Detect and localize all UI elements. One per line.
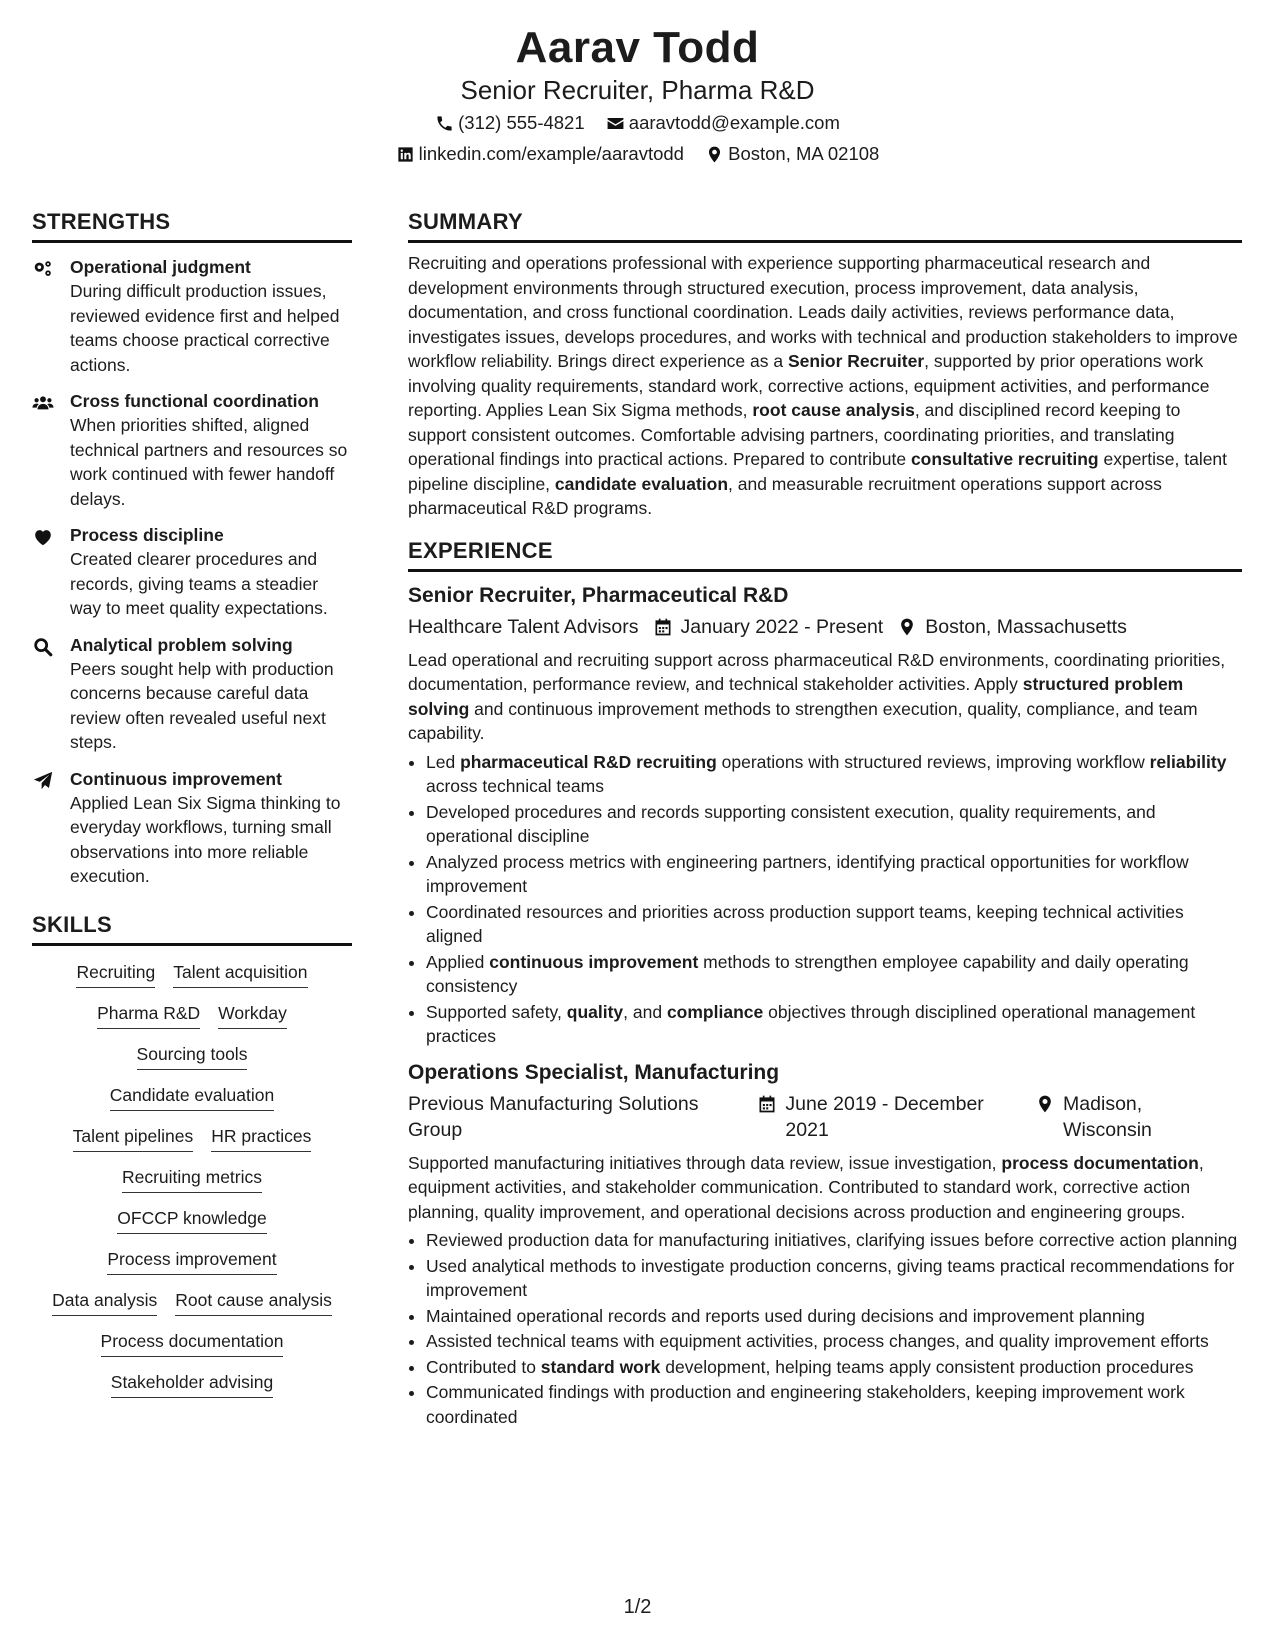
bold-text: reliability (1149, 751, 1227, 772)
location-contact (705, 142, 879, 166)
text-segment: , and disciplined record keeping to support consistent outcomes. Comfortable advising partners, coordinating priorities, and translating operational findings into practical actions. Prepared to contribute (408, 400, 1181, 469)
bold-text: candidate evaluation (554, 473, 729, 494)
skill-tag: Recruiting (76, 960, 155, 988)
bold-text: standard work (540, 1356, 661, 1377)
email-contact[interactable] (606, 111, 840, 135)
text-segment: Supported safety, (426, 1001, 567, 1022)
bold-text: Senior Recruiter (787, 351, 925, 371)
bold-text: compliance (666, 1001, 764, 1022)
strength-description: Created clearer procedures and records, giving teams a steadier way to meet quality expectations. (70, 549, 328, 618)
linkedin-text[interactable]: linkedin.com/example/aaravtodd (418, 143, 684, 164)
text-segment: Coordinated resources and priorities across production support teams, keeping technical activities aligned (426, 901, 1184, 946)
job-meta (408, 614, 1242, 640)
job-bullets (408, 750, 1242, 1049)
job-bullet (426, 900, 1242, 949)
phone-contact (435, 111, 585, 135)
skill-row (32, 960, 352, 988)
linkedin-icon (396, 145, 415, 164)
strengths-heading: STRENGTHS (32, 208, 352, 243)
skill-tag: Data analysis (52, 1288, 157, 1316)
text-segment: Supported manufacturing initiatives through data review, issue investigation, (408, 1152, 1002, 1173)
skill-row (32, 1288, 352, 1316)
strength-item (32, 767, 352, 889)
text-segment: Assisted technical teams with equipment activities, process changes, and quality improvement efforts (426, 1331, 1209, 1351)
text-segment: Developed procedures and records supporting consistent execution, quality requirements, and operational discipline (426, 801, 1156, 846)
job-location (1035, 1091, 1228, 1143)
bold-text: process documentation (1001, 1152, 1199, 1173)
strength-title: Analytical problem solving (70, 634, 293, 655)
bold-text: continuous improvement (489, 951, 699, 972)
skill-row (32, 1329, 352, 1357)
job-bullet (426, 800, 1242, 849)
email-text[interactable]: aaravtodd@example.com (628, 112, 840, 133)
job-location-text: Madison, Wisconsin (1063, 1092, 1152, 1141)
skill-tag: Pharma R&D (97, 1001, 200, 1029)
skill-row (32, 1165, 352, 1193)
strength-title: Operational judgment (70, 257, 251, 277)
job-bullet (426, 850, 1242, 899)
bold-text: root cause analysis (752, 400, 915, 420)
bold-text: consultative recruiting (910, 449, 1099, 469)
skill-tag: Stakeholder advising (111, 1370, 273, 1398)
skill-row (32, 1083, 352, 1111)
bold-text: pharmaceutical R&D recruiting (460, 751, 717, 772)
job-intro (408, 648, 1242, 746)
job-bullet (426, 1380, 1242, 1429)
job-bullet (426, 950, 1242, 999)
map-pin-icon (1035, 1094, 1055, 1114)
text-segment: Communicated findings with production and engineering stakeholders, keeping improvement work coordinated (426, 1382, 1185, 1427)
skill-tag: Recruiting metrics (122, 1165, 262, 1193)
skill-tag: Process improvement (107, 1247, 276, 1275)
users-icon (32, 392, 54, 414)
strength-description: Applied Lean Six Sigma thinking to everyday workflows, turning small observations into more reliable execution. (70, 792, 341, 886)
text-segment: development, helping teams apply consistent production procedures (660, 1356, 1194, 1377)
job-location (897, 614, 1127, 640)
job-location-text: Boston, Massachusetts (925, 615, 1127, 638)
text-segment: Reviewed production data for manufacturing initiatives, clarifying issues before corrective action planning (426, 1230, 1238, 1250)
text-segment: Analyzed process metrics with engineering partners, identifying practical opportunities for workflow improvement (426, 851, 1189, 896)
skill-row (32, 1247, 352, 1275)
left-column (32, 208, 352, 1411)
job-title: Senior Recruiter, Pharmaceutical R&D (408, 583, 789, 607)
job-bullet (426, 1000, 1242, 1049)
job-entry (408, 582, 1242, 1049)
map-pin-icon (897, 617, 917, 637)
job-dates (653, 614, 884, 640)
skill-row (32, 1124, 352, 1152)
skill-tag: Talent acquisition (173, 960, 307, 988)
job-bullets (408, 1228, 1242, 1429)
candidate-role: Senior Recruiter, Pharma R&D (460, 75, 815, 105)
text-segment: Applied (426, 951, 490, 972)
job-dates-text: January 2022 - Present (680, 615, 884, 638)
text-segment: Led (426, 751, 461, 772)
strength-description: During difficult production issues, reviewed evidence first and helped teams choose practical corrective actions. (70, 281, 340, 375)
calendar-icon (653, 617, 673, 637)
job-company: Healthcare Talent Advisors (408, 615, 639, 638)
envelope-icon (606, 114, 625, 133)
strength-item (32, 633, 352, 755)
skill-tag: HR practices (211, 1124, 311, 1152)
bold-text: quality (566, 1001, 624, 1022)
page-number: 1/2 (623, 1596, 652, 1618)
calendar-icon (757, 1094, 777, 1114)
search-icon (32, 636, 54, 658)
strength-description: When priorities shifted, aligned technical partners and resources so work continued with fewer handoff delays. (70, 415, 348, 509)
bold-text: structured problem solving (408, 674, 1184, 719)
text-segment: , equipment activities, and stakeholder communication. Contributed to standard work, corrective action planning, quality improvement, and operational decisions across production and engineering groups. (408, 1152, 1204, 1222)
skill-tag: Sourcing tools (137, 1042, 248, 1070)
text-segment: operations with structured reviews, improving workflow (716, 751, 1150, 772)
phone-icon (435, 114, 454, 133)
phone-text: (312) 555-4821 (458, 112, 585, 133)
location-text: Boston, MA 02108 (728, 143, 880, 164)
right-column (408, 208, 1242, 1430)
text-segment: Maintained operational records and reports used during decisions and improvement planning (426, 1305, 1145, 1326)
contact-line-1 (0, 111, 1275, 139)
skills-heading: SKILLS (32, 911, 352, 946)
job-bullet (426, 1228, 1242, 1253)
text-segment: Recruiting and operations professional with experience supporting pharmaceutical research and development environments through structured execution, process improvement, data analysis, documentation, and cross functional coordination. Leads daily activities, reviews performance data, investigates issues, develops procedures, and works with technical and production stakeholders to improve workflow reliability. Brings direct experience as a (408, 253, 1238, 371)
text-segment: , and measurable recruitment operations support across pharmaceutical R&D programs. (408, 473, 1162, 518)
strength-description: Peers sought help with production concerns because careful data review often revealed useful next steps. (70, 658, 334, 752)
job-bullet (426, 1329, 1242, 1354)
skill-tag: Workday (218, 1001, 287, 1029)
text-segment: and continuous improvement methods to strengthen execution, quality, compliance, and team capability. (408, 698, 1198, 743)
strength-item (32, 255, 352, 377)
text-segment: Contributed to (426, 1356, 541, 1377)
strength-item (32, 523, 352, 621)
job-dates-text: June 2019 - December 2021 (785, 1092, 984, 1141)
job-meta (408, 1091, 1242, 1143)
skill-tag: Root cause analysis (175, 1288, 332, 1316)
skill-tag: Process documentation (101, 1329, 284, 1357)
skill-tag: OFCCP knowledge (117, 1206, 266, 1234)
paper-plane-icon (32, 770, 54, 792)
job-entry (408, 1059, 1242, 1430)
text-segment: Lead operational and recruiting support across pharmaceutical R&D environments, coordinating priorities, documentation, performance review, and technical stakeholder activities. Apply (408, 649, 1226, 694)
skill-tag: Talent pipelines (73, 1124, 194, 1152)
job-company: Previous Manufacturing Solutions Group (408, 1092, 699, 1141)
job-intro (408, 1151, 1242, 1225)
skill-row (32, 1370, 352, 1398)
gears-icon (32, 258, 54, 280)
experience-heading: EXPERIENCE (408, 537, 1242, 572)
strength-title: Cross functional coordination (70, 391, 319, 411)
candidate-name: Aarav Todd (515, 23, 760, 72)
skill-row (32, 1001, 352, 1029)
text-segment: objectives through disciplined operational management practices (426, 1001, 1196, 1046)
text-segment: across technical teams (426, 776, 604, 796)
experience-list (408, 582, 1242, 1430)
linkedin-contact[interactable] (396, 142, 684, 166)
skill-row (32, 1206, 352, 1234)
strength-title: Process discipline (70, 525, 224, 545)
text-segment: Used analytical methods to investigate production concerns, giving teams practical recommendations for improvement (426, 1255, 1235, 1300)
text-segment: expertise, talent pipeline discipline, (408, 449, 1228, 494)
text-segment: , and (623, 1001, 667, 1022)
job-bullet (426, 1254, 1242, 1303)
skills-list (32, 960, 352, 1398)
job-bullet (426, 1304, 1242, 1329)
text-segment: , supported by prior operations work involving quality requirements, standard work, corrective actions, equipment activities, and performance reporting. Applies Lean Six Sigma methods, (408, 351, 1210, 420)
job-bullet (426, 1355, 1242, 1380)
skill-row (32, 1042, 352, 1070)
strength-item (32, 389, 352, 511)
heart-icon (32, 526, 54, 548)
summary-heading: SUMMARY (408, 208, 1242, 243)
map-pin-icon (705, 145, 724, 164)
summary-text (408, 251, 1242, 521)
strength-title: Continuous improvement (70, 768, 282, 789)
job-bullet (426, 750, 1242, 799)
job-title: Operations Specialist, Manufacturing (408, 1060, 780, 1084)
text-segment: methods to strengthen employee capability and daily operating consistency (426, 951, 1189, 996)
job-dates (757, 1091, 1021, 1143)
contact-line-2 (0, 142, 1275, 170)
skill-tag: Candidate evaluation (110, 1083, 274, 1111)
